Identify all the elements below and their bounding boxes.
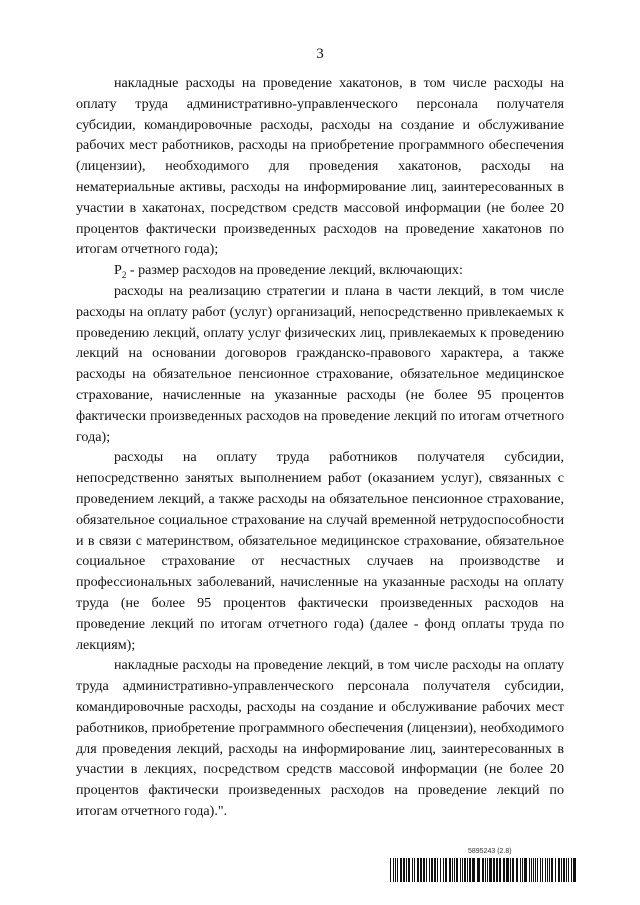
barcode-bar <box>437 858 438 882</box>
barcode-bar <box>547 858 548 882</box>
barcode-bar <box>393 858 394 882</box>
barcode-bar <box>456 858 458 882</box>
p2-symbol: P <box>114 262 122 279</box>
barcode-bar <box>460 858 461 882</box>
barcode-bar <box>423 858 425 882</box>
barcode-bar <box>537 858 538 882</box>
barcode-bar <box>529 858 530 882</box>
barcode-bar <box>429 858 430 882</box>
barcode-bar <box>493 858 495 882</box>
barcode-bar <box>563 858 565 882</box>
paragraph-lecture-payroll: расходы на оплату труда работников получателя субсидии, непосредственно занятых выполнением работ (оказанием услуг), связанных с проведением лекций, а также расходы на обязательное пенсионное страхование, обязательное социальное страхование на случай временной нетрудоспособности и в связи с материнством, обязательное медицинское страхование, обязательное социальное страхование от несчастных случаев на производстве и профессиональных заболеваний, начисленные на указанные расходы на оплату труда (не более 95 процентов фактически произведенных расходов на проведение лекций по итогам отчетного года) (далее - фонд оплаты труда по лекциям); <box>76 449 564 653</box>
barcode-bar <box>506 858 509 882</box>
barcode-bar <box>469 858 471 882</box>
barcode-bar <box>464 858 466 882</box>
barcode-bar <box>545 858 546 882</box>
page-number: 3 <box>316 46 324 62</box>
barcode-bar <box>400 858 402 882</box>
barcode-bar <box>496 858 498 882</box>
barcode-bar <box>390 858 391 882</box>
barcode-bar <box>397 858 398 882</box>
barcode-bar <box>472 858 475 882</box>
barcode-code: 5895243 (2.8) <box>468 848 512 855</box>
barcode-bar <box>462 858 463 882</box>
barcode-bar <box>452 858 453 882</box>
barcode-bar <box>482 858 484 882</box>
barcode-bar <box>524 858 527 882</box>
barcode-bar <box>414 858 415 882</box>
barcode-bar <box>510 858 511 882</box>
barcode-bar <box>573 858 576 882</box>
barcode-bar <box>485 858 486 882</box>
p2-description: - размер расходов на проведение лекций, включающих: <box>126 262 463 279</box>
barcode-bar <box>403 858 405 882</box>
barcode-bar <box>417 858 419 882</box>
barcode-bar <box>533 858 534 882</box>
barcode-bar <box>549 858 550 882</box>
barcode-bar <box>540 858 541 882</box>
paragraph-p2-definition <box>76 260 564 281</box>
barcode-bar <box>568 858 569 882</box>
barcode-bar <box>551 858 553 882</box>
barcode-bar <box>520 858 521 882</box>
barcode-bar <box>445 858 447 882</box>
barcode-bar <box>499 858 501 882</box>
barcode-bar <box>558 858 560 882</box>
barcode-block <box>390 848 578 886</box>
barcode-bar <box>516 858 518 882</box>
barcode-bar <box>477 858 480 882</box>
barcode-bar <box>412 858 413 882</box>
barcode-bar <box>408 858 410 882</box>
barcode-bar <box>431 858 433 882</box>
barcode-bar <box>566 858 567 882</box>
p2-subscript: 2 <box>121 269 127 280</box>
barcode-bar <box>531 858 532 882</box>
barcode-bar <box>561 858 562 882</box>
barcode-image <box>390 858 578 882</box>
barcode-bar <box>426 858 427 882</box>
barcode-bar <box>489 858 492 882</box>
barcode-bar <box>512 858 514 882</box>
paragraph-hackathon-overhead: накладные расходы на проведение хакатонов, в том числе расходы на оплату труда административно-управленческого персонала получателя субсидии, командировочные расходы, расходы на создание и обслуживание рабочих мест работников, расходы на приобретение программного обеспечения (лицензии), необходимого для проведения хакатонов, расходы на нематериальные активы, расходы на информирование лиц, заинтересованных в участии в хакатонах, посредством средств массовой информации (не более 20 процентов фактически произведенных расходов на проведение хакатонов по итогам отчетного года); <box>76 75 564 258</box>
barcode-bar <box>406 858 407 882</box>
paragraph-lecture-strategy: расходы на реализацию стратегии и плана в части лекций, в том числе расходы на оплату работ (услуг) организаций, непосредственно привлекаемых к проведению лекций, оплату услуг физических лиц, привлекаемых к проведению лекций на основании договоров гражданско-правового характера, а также расходы на обязательное пенсионное страхование, обязательное медицинское страхование, начисленные на указанные расходы (не более 95 процентов фактически произведенных расходов на проведение лекций по итогам отчетного года); <box>76 282 564 445</box>
barcode-bar <box>449 858 451 882</box>
barcode-bar <box>522 858 523 882</box>
barcode-bar <box>571 858 572 882</box>
paragraph-lecture-overhead: накладные расходы на проведение лекций, в том числе расходы на оплату труда административно-управленческого персонала получателя субсидии, командировочные расходы, расходы на создание и обслуживание рабочих мест работников, приобретение программного обеспечения (лицензии), необходимого для проведения лекций, расходы на информирование лиц, заинтересованных в участии в лекциях, посредством средств массовой информации (не более 20 процентов фактически произведенных расходов на проведение лекций по итогам отчетного года).". <box>76 657 564 819</box>
barcode-bar <box>395 858 396 882</box>
barcode-bar <box>555 858 556 882</box>
barcode-bar <box>443 858 444 882</box>
barcode-bar <box>440 858 441 882</box>
document-body <box>76 73 564 822</box>
barcode-bar <box>487 858 488 882</box>
barcode-bar <box>467 858 468 882</box>
barcode-bar <box>420 858 422 882</box>
barcode-bar <box>535 858 536 882</box>
barcode-bar <box>434 858 436 882</box>
barcode-bar <box>454 858 455 882</box>
barcode-bar <box>503 858 505 882</box>
barcode-bar <box>542 858 543 882</box>
